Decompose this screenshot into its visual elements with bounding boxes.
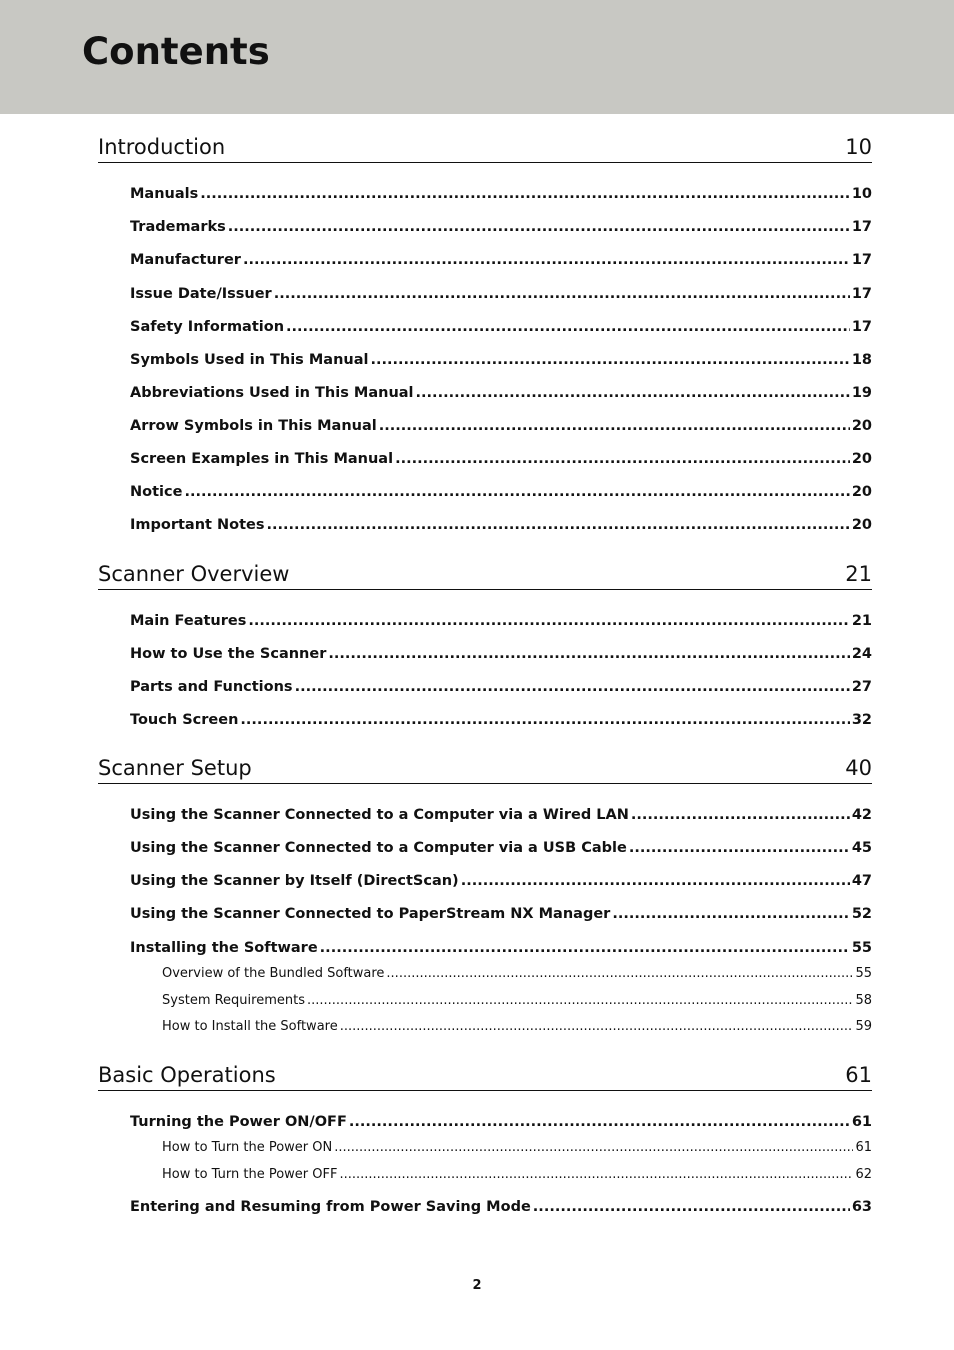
toc-entry-page: 20 bbox=[851, 451, 872, 467]
dot-leader bbox=[184, 482, 849, 502]
toc-entry[interactable] bbox=[130, 317, 872, 337]
toc-entry-label: Using the Scanner by Itself (DirectScan) bbox=[130, 873, 459, 889]
toc-entry-label: Issue Date/Issuer bbox=[130, 286, 272, 302]
toc-entry[interactable] bbox=[130, 217, 872, 237]
toc-entry-label: Symbols Used in This Manual bbox=[130, 352, 369, 368]
toc-entry[interactable] bbox=[130, 805, 872, 825]
toc-entry[interactable] bbox=[130, 515, 872, 535]
toc-entry-label: Parts and Functions bbox=[130, 679, 293, 695]
toc-entry-label: Overview of the Bundled Software bbox=[162, 966, 385, 981]
toc-entry-page: 18 bbox=[851, 352, 872, 368]
dot-leader bbox=[349, 1112, 850, 1132]
toc-entry-page: 59 bbox=[855, 1019, 872, 1034]
toc-entry[interactable] bbox=[130, 383, 872, 403]
toc-entry-label: Notice bbox=[130, 484, 183, 500]
toc-entry-label: How to Use the Scanner bbox=[130, 646, 327, 662]
dot-leader bbox=[334, 1139, 853, 1157]
toc-entry-page: 20 bbox=[851, 484, 872, 500]
dot-leader bbox=[340, 1018, 854, 1036]
toc-entry-label: Manuals bbox=[130, 186, 199, 202]
toc-entry-page: 45 bbox=[851, 840, 872, 856]
toc-entry[interactable] bbox=[130, 449, 872, 469]
dot-leader bbox=[286, 317, 850, 337]
section-title: Scanner Setup bbox=[98, 756, 252, 780]
toc-subentry[interactable] bbox=[162, 992, 872, 1010]
toc-entry-label: Safety Information bbox=[130, 319, 285, 335]
toc-entry[interactable] bbox=[130, 184, 872, 204]
toc-entry-label: Manufacturer bbox=[130, 252, 241, 268]
toc-entry-page: 61 bbox=[855, 1140, 872, 1155]
dot-leader bbox=[328, 644, 849, 664]
toc-entry[interactable] bbox=[130, 871, 872, 891]
toc-entry-page: 63 bbox=[851, 1199, 872, 1215]
toc-entry-label: Using the Scanner Connected to a Computer via a Wired LAN bbox=[130, 807, 629, 823]
toc-entry[interactable] bbox=[130, 1112, 872, 1132]
section-page: 21 bbox=[845, 562, 872, 586]
dot-leader bbox=[307, 992, 853, 1010]
toc-entry-page: 10 bbox=[851, 186, 872, 202]
toc-subentry[interactable] bbox=[162, 1139, 872, 1157]
toc-entry-page: 17 bbox=[851, 252, 872, 268]
section-page: 61 bbox=[845, 1063, 872, 1087]
toc-entry-page: 21 bbox=[851, 613, 872, 629]
section-heading[interactable] bbox=[98, 1058, 872, 1091]
toc-entry[interactable] bbox=[130, 938, 872, 958]
dot-leader bbox=[461, 871, 850, 891]
toc-subentry[interactable] bbox=[162, 1166, 872, 1184]
toc-entry-page: 32 bbox=[851, 712, 872, 728]
toc-entry-label: Installing the Software bbox=[130, 940, 318, 956]
toc-entry-page: 20 bbox=[851, 418, 872, 434]
dot-leader bbox=[248, 611, 849, 631]
toc-entry-page: 19 bbox=[851, 385, 872, 401]
toc-entry-label: Main Features bbox=[130, 613, 247, 629]
toc-entry-page: 20 bbox=[851, 517, 872, 533]
section-title: Basic Operations bbox=[98, 1063, 276, 1087]
dot-leader bbox=[274, 284, 850, 304]
toc-entry[interactable] bbox=[130, 904, 872, 924]
section-page: 40 bbox=[845, 756, 872, 780]
toc-entry-label: Important Notes bbox=[130, 517, 265, 533]
toc-entry-label: Turning the Power ON/OFF bbox=[130, 1114, 347, 1130]
toc-entry-label: How to Turn the Power ON bbox=[162, 1140, 333, 1155]
dot-leader bbox=[339, 1166, 853, 1184]
toc-entry-label: Arrow Symbols in This Manual bbox=[130, 418, 377, 434]
toc-entry-label: Abbreviations Used in This Manual bbox=[130, 385, 414, 401]
dot-leader bbox=[612, 904, 850, 924]
toc-subentry[interactable] bbox=[162, 1018, 872, 1036]
toc-entry[interactable] bbox=[130, 838, 872, 858]
dot-leader bbox=[240, 710, 849, 730]
toc-entry-page: 58 bbox=[855, 993, 872, 1008]
dot-leader bbox=[320, 938, 850, 958]
toc-entry[interactable] bbox=[130, 284, 872, 304]
toc-entry-label: Screen Examples in This Manual bbox=[130, 451, 394, 467]
toc-entry[interactable] bbox=[130, 611, 872, 631]
dot-leader bbox=[200, 184, 850, 204]
dot-leader bbox=[267, 515, 850, 535]
section-title: Scanner Overview bbox=[98, 562, 290, 586]
toc-entry-label: How to Install the Software bbox=[162, 1019, 338, 1034]
toc-entry-page: 17 bbox=[851, 319, 872, 335]
toc-entry-page: 55 bbox=[851, 940, 872, 956]
toc-subentry[interactable] bbox=[162, 965, 872, 983]
toc-entry-page: 55 bbox=[855, 966, 872, 981]
section-heading[interactable] bbox=[98, 557, 872, 590]
toc-entry-label: Touch Screen bbox=[130, 712, 239, 728]
toc-entry-page: 17 bbox=[851, 219, 872, 235]
toc-entry-label: System Requirements bbox=[162, 993, 305, 1008]
toc-entry[interactable] bbox=[130, 416, 872, 436]
toc-entry[interactable] bbox=[130, 1197, 872, 1217]
toc-entry-page: 27 bbox=[851, 679, 872, 695]
toc-entry-label: Using the Scanner Connected to a Computer via a USB Cable bbox=[130, 840, 627, 856]
toc-entry[interactable] bbox=[130, 644, 872, 664]
toc-entry-label: Trademarks bbox=[130, 219, 226, 235]
toc-entry-page: 52 bbox=[851, 906, 872, 922]
section-page: 10 bbox=[845, 135, 872, 159]
toc-entry-page: 47 bbox=[851, 873, 872, 889]
dot-leader bbox=[631, 805, 850, 825]
dot-leader bbox=[386, 965, 853, 983]
dot-leader bbox=[295, 677, 850, 697]
dot-leader bbox=[243, 250, 850, 270]
toc-entry-label: Entering and Resuming from Power Saving Mode bbox=[130, 1199, 531, 1215]
dot-leader bbox=[629, 838, 850, 858]
toc-entry[interactable] bbox=[130, 482, 872, 502]
page-number: 2 bbox=[472, 1278, 482, 1293]
section-heading[interactable] bbox=[98, 130, 872, 163]
toc-entry-page: 17 bbox=[851, 286, 872, 302]
toc-entry-page: 24 bbox=[851, 646, 872, 662]
toc-entry-page: 62 bbox=[855, 1167, 872, 1182]
section-title: Introduction bbox=[98, 135, 226, 159]
toc-entry-label: How to Turn the Power OFF bbox=[162, 1167, 338, 1182]
dot-leader bbox=[395, 449, 850, 469]
toc-entry[interactable] bbox=[130, 350, 872, 370]
toc-entry[interactable] bbox=[130, 710, 872, 730]
toc-entry-page: 42 bbox=[851, 807, 872, 823]
dot-leader bbox=[228, 217, 850, 237]
dot-leader bbox=[533, 1197, 850, 1217]
dot-leader bbox=[370, 350, 849, 370]
toc-entry[interactable] bbox=[130, 250, 872, 270]
toc-entry-label: Using the Scanner Connected to PaperStream NX Manager bbox=[130, 906, 611, 922]
dot-leader bbox=[379, 416, 850, 436]
toc-entry-page: 61 bbox=[851, 1114, 872, 1130]
dot-leader bbox=[416, 383, 850, 403]
toc-entry[interactable] bbox=[130, 677, 872, 697]
page-title: Contents bbox=[82, 30, 270, 73]
section-heading[interactable] bbox=[98, 751, 872, 784]
